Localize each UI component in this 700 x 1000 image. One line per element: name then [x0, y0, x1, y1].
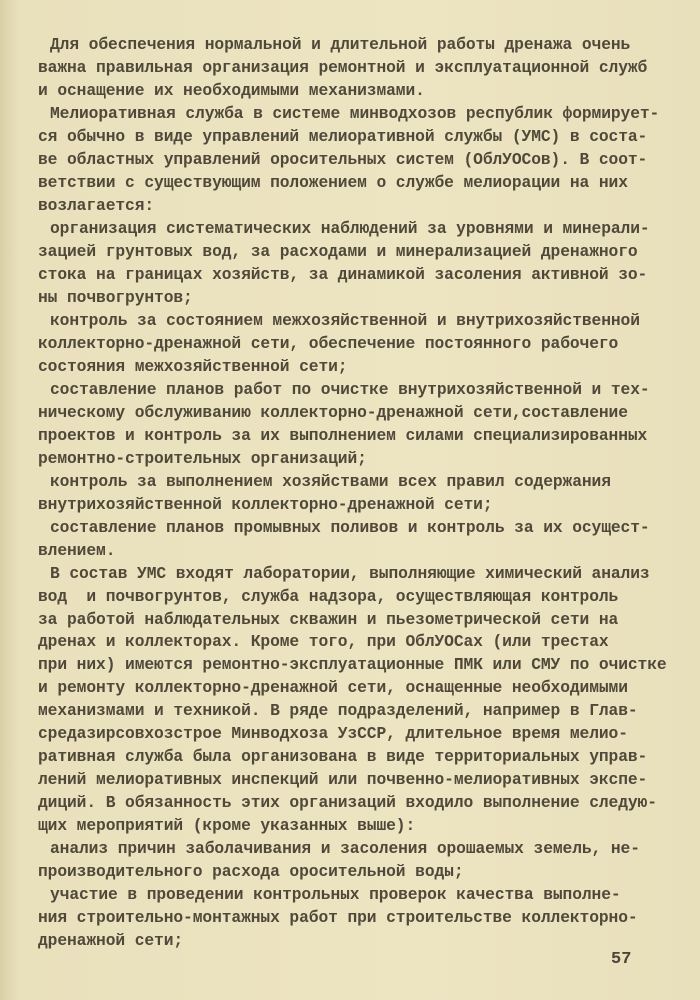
text-line: ративная служба была организована в виде территориальных управ- — [38, 747, 648, 767]
text-line: и оснащение их необходимыми механизмами. — [38, 80, 425, 100]
text-line: ремонтно-строительных организаций; — [38, 448, 367, 468]
text-line: за работой наблюдательных скважин и пьезометрической сети на — [38, 609, 619, 629]
text-line: механизмами и техникой. В ряде подразделений, например в Глав- — [38, 701, 638, 721]
text-line: ны почвогрунтов; — [38, 287, 193, 307]
text-line: организация систематических наблюдений за уровнями и минерали- — [50, 218, 650, 238]
text-line: дренах и коллекторах. Кроме того, при ОблУОСах (или трестах — [38, 632, 609, 652]
text-line: проектов и контроль за их выполнением силами специализированных — [38, 425, 648, 445]
text-line: В состав УМС входят лаборатории, выполняющие химический анализ — [50, 563, 650, 583]
text-line: диций. В обязанность этих организаций входило выполнение следую- — [38, 793, 657, 813]
text-line: лений мелиоративных инспекций или почвенно-мелиоративных экспе- — [38, 770, 648, 790]
text-line: при них) имеются ремонтно-эксплуатационные ПМК или СМУ по очистке — [38, 655, 667, 675]
text-line: ся обычно в виде управлений мелиоративной службы (УМС) в соста- — [38, 126, 648, 146]
text-line: вод и почвогрунтов, служба надзора, осуществляющая контроль — [38, 586, 619, 606]
text-line: составление планов промывных поливов и контроль за их осущест- — [50, 517, 650, 537]
text-line: внутрихозяйственной коллекторно-дренажной сети; — [38, 494, 493, 514]
text-line: Мелиоративная служба в системе минводхозов республик формирует- — [50, 103, 660, 123]
text-line: коллекторно-дренажной сети, обеспечение постоянного рабочего — [38, 333, 619, 353]
page-number: 57 — [611, 950, 632, 969]
text-line: ветствии с существующим положением о службе мелиорации на них — [38, 172, 628, 192]
text-line: щих мероприятий (кроме указанных выше): — [38, 816, 416, 836]
text-line: ния строительно-монтажных работ при строительстве коллекторно- — [38, 908, 638, 928]
text-line: участие в проведении контрольных проверок качества выполне- — [50, 885, 621, 905]
text-line: составление планов работ по очистке внутрихозяйственной и тех- — [50, 379, 650, 399]
text-line: производительного расхода оросительной воды; — [38, 862, 464, 882]
text-line: возлагается: — [38, 195, 155, 215]
text-line: и ремонту коллекторно-дренажной сети, оснащенные необходимыми — [38, 678, 628, 698]
text-line: анализ причин заболачивания и засоления орошаемых земель, не- — [50, 839, 640, 859]
text-line: дренажной сети; — [38, 931, 184, 951]
text-line: зацией грунтовых вод, за расходами и минерализацией дренажного — [38, 241, 638, 261]
text-line: состояния межхозяйственной сети; — [38, 356, 348, 376]
text-line: Для обеспечения нормальной и длительной работы дренажа очень — [50, 35, 631, 54]
text-line: контроль за состоянием межхозяйственной и внутрихозяйственной — [50, 310, 640, 330]
text-line: важна правильная организация ремонтной и эксплуатационной служб — [38, 57, 648, 77]
text-line: влением. — [38, 540, 116, 560]
text-line: стока на границах хозяйств, за динамикой засоления активной зо- — [38, 264, 648, 284]
text-line: контроль за выполнением хозяйствами всех правил содержания — [50, 471, 611, 491]
text-line: средазирсовхозстрое Минводхоза УзССР, длительное время мелио- — [38, 724, 628, 744]
text-line: ве областных управлений оросительных систем (ОблУОСов). В соот- — [38, 149, 648, 169]
text-line: ническому обслуживанию коллекторно-дренажной сети,составление — [38, 402, 628, 422]
